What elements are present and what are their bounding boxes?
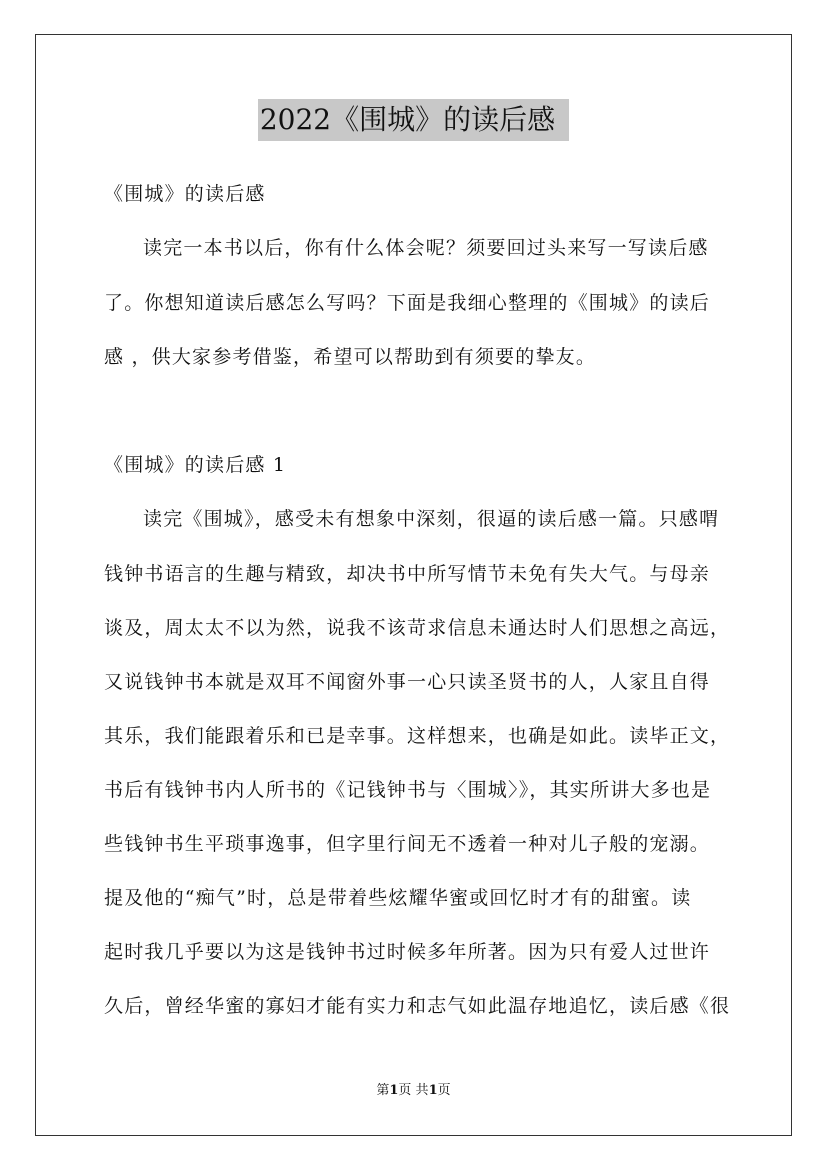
- body-line: 钱钟书语言的生趣与精致，却决书中所写情节未免有失大气。与母亲: [104, 563, 711, 585]
- body-line: 谈及，周太太不以为然，说我不该苛求信息未通达时人们思想之高远，: [104, 617, 731, 639]
- section-heading: 《围城》的读后感 1: [104, 454, 287, 476]
- footer-page-current: 1: [389, 1083, 399, 1098]
- page-footer: [0, 1082, 827, 1100]
- body-line: 其乐，我们能跟着乐和已是幸事。这样想来，也确是如此。读毕正文，: [104, 725, 731, 747]
- intro-line: 感 ，供大家参考借鉴，希望可以帮助到有须要的挚友。: [104, 346, 597, 368]
- title-container: [0, 99, 827, 141]
- body-line: 些钱钟书生平琐事逸事，但字里行间无不透着一种对儿子般的宠溺。: [104, 833, 711, 855]
- intro-line: 读完一本书以后，你有什么体会呢？须要回过头来写一写读后感: [143, 237, 709, 259]
- footer-page-total: 1: [428, 1083, 438, 1098]
- footer-page-suffix: 页: [437, 1083, 451, 1098]
- footer-page-prefix: 第: [376, 1083, 390, 1098]
- body-line: 起时我几乎要以为这是钱钟书过时候多年所著。因为只有爱人过世许: [104, 941, 711, 963]
- body-line: 书后有钱钟书内人所书的《记钱钟书与〈围城〉》，其实所讲大多也是: [104, 779, 712, 801]
- body-line: 提及他的“痴气”时，总是带着些炫耀华蜜或回忆时才有的甜蜜。读: [104, 887, 692, 909]
- body-line: 读完《围城》，感受未有想象中深刻，很逼的读后感一篇。只感喟: [143, 508, 720, 530]
- document-subtitle: 《围城》的读后感: [104, 183, 266, 205]
- body-line: 久后，曾经华蜜的寡妇才能有实力和志气如此温存地追忆，读后感《很: [104, 995, 731, 1017]
- footer-page-mid: 页 共: [398, 1083, 429, 1098]
- intro-line: 了。你想知道读后感怎么写吗？下面是我细心整理的《围城》的读后: [104, 292, 711, 314]
- body-line: 又说钱钟书本就是双耳不闻窗外事一心只读圣贤书的人，人家且自得: [104, 671, 711, 693]
- document-title: 2022《围城》的读后感: [258, 99, 569, 141]
